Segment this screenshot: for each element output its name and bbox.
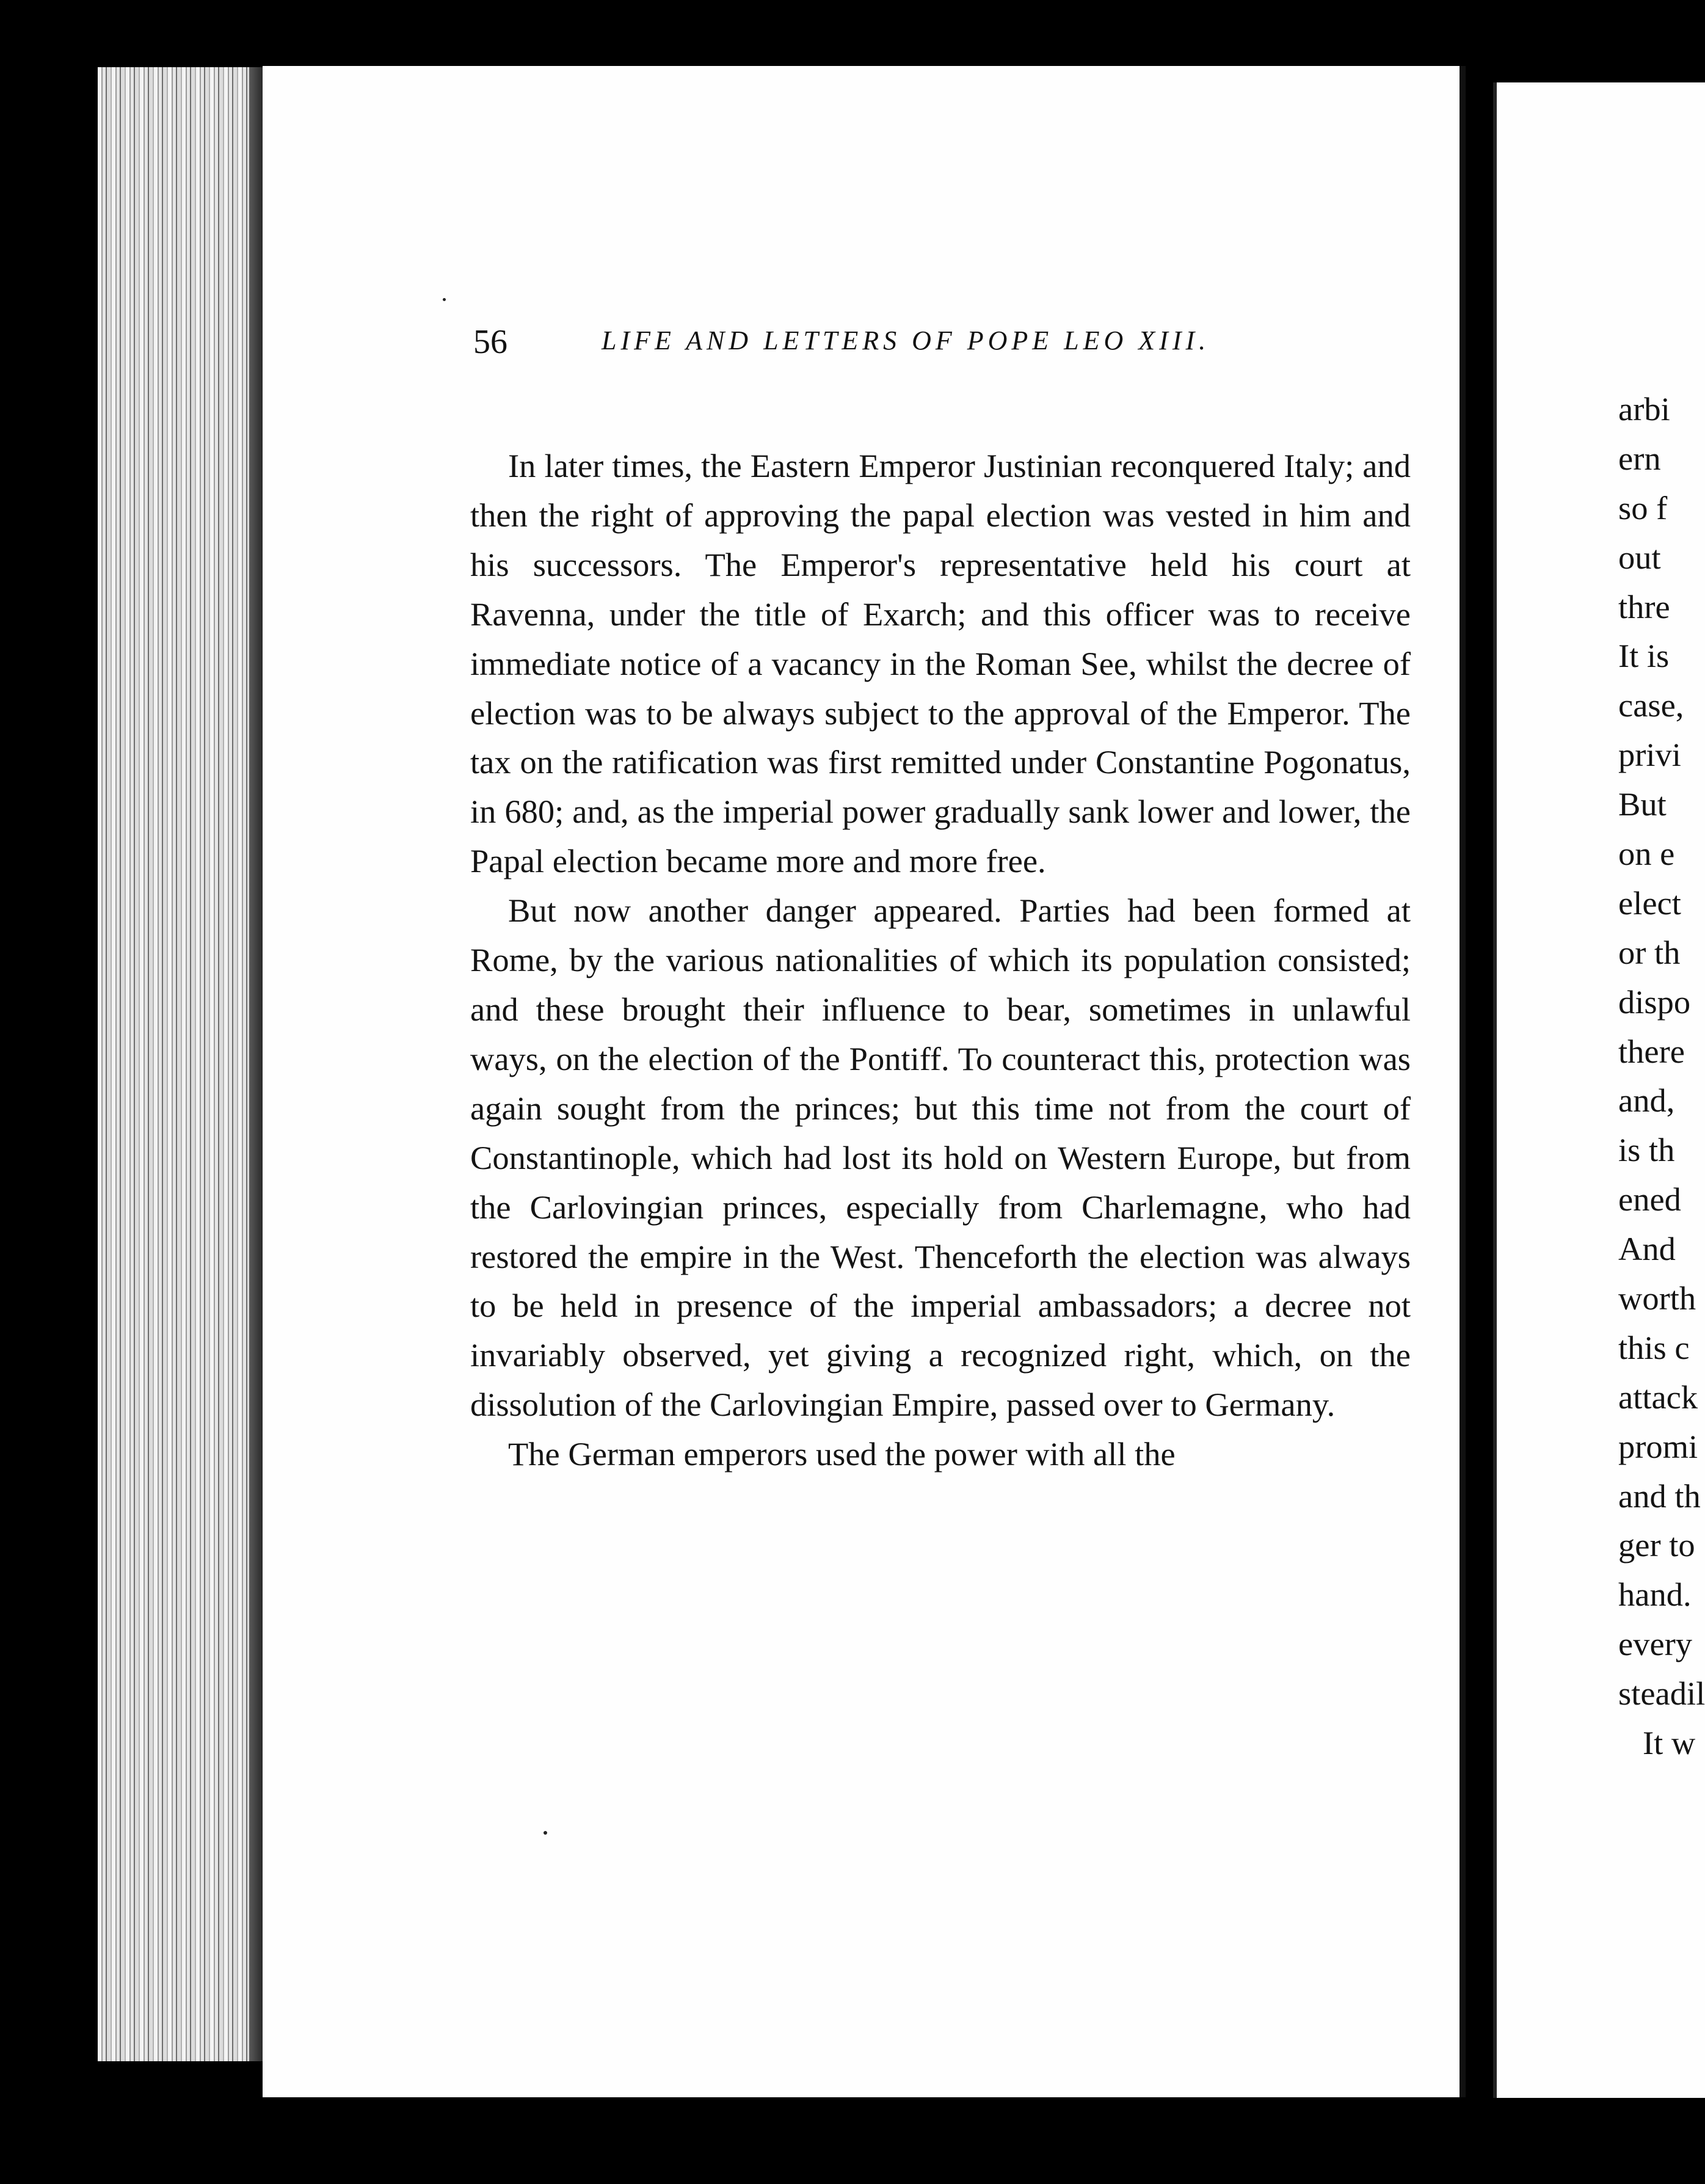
right-line: out — [1618, 538, 1661, 576]
running-title: LIFE AND LETTERS OF POPE LEO XIII. — [602, 326, 1210, 355]
right-line: It is — [1618, 637, 1670, 675]
right-line: or th — [1618, 933, 1681, 971]
right-line: worth — [1618, 1279, 1696, 1317]
right-line: ger to — [1618, 1526, 1695, 1564]
ink-speck — [443, 298, 446, 301]
right-line: ened — [1618, 1181, 1681, 1218]
right-line: dispo — [1618, 983, 1691, 1021]
right-line: and, — [1618, 1082, 1675, 1119]
right-line: this c — [1618, 1328, 1690, 1366]
right-line: case, — [1618, 686, 1684, 724]
paragraph-3: The German emperors used the power with all the — [508, 1435, 1176, 1473]
ink-speck — [543, 1831, 547, 1835]
right-line: hand. — [1618, 1576, 1692, 1614]
right-line: And — [1618, 1230, 1676, 1268]
right-line: attack — [1618, 1378, 1698, 1416]
right-line: thre — [1618, 588, 1670, 625]
right-line: every — [1618, 1625, 1693, 1663]
left-page — [263, 66, 1466, 2097]
right-line: promi — [1618, 1427, 1698, 1465]
right-line: steadil — [1618, 1675, 1705, 1713]
right-line: is th — [1618, 1131, 1675, 1169]
right-line: ern — [1618, 439, 1661, 477]
right-line: But — [1618, 785, 1667, 823]
right-line: privi — [1618, 736, 1681, 774]
running-head — [473, 322, 1475, 371]
right-line: It w — [1643, 1724, 1696, 1762]
paragraph-1: In later times, the Eastern Emperor Justinian reconquered Italy; and then the right of approving the papal election was vested in him and his successors. The Emperor's representative held his court at Ravenna, under the title of Exarch; and this officer was to receive immediate notice of a vacancy in the Roman See, whilst the decree of election was to be always subject to the approval of the Emperor. The tax on the ratification was first remitted under Constantine Pogonatus, in 680; and, as the imperial power gradually sank lower and lower, the Papal election became more and more free. — [470, 447, 1411, 880]
paragraph-2: But now another danger appeared. Parties had been formed at Rome, by the various nationalities of which its population consisted; and these brought their influence to bear, sometimes in unlawful ways, on the election of the Pontiff. To counteract this, protection was again sought from the princes; but this time not from the court of Constantinople, which had lost its hold on Western Europe, but from the Carlovingian princes, especially from Charlemagne, who had restored the empire in the West. Thenceforth the election was always to be held in presence of the imperial ambassadors; a decree not invariably observed, yet giving a recognized right, which, on the dissolution of the Carlovingian Empire, passed over to Germany. — [470, 892, 1411, 1424]
right-line: arbi — [1618, 390, 1670, 428]
right-line: and th — [1618, 1477, 1701, 1515]
right-page-text — [1618, 385, 1705, 1768]
right-line: on e — [1618, 835, 1675, 873]
body-text — [470, 442, 1411, 1479]
page-edge-stack — [98, 67, 263, 2061]
right-line: there — [1618, 1032, 1685, 1070]
right-line: elect — [1618, 884, 1681, 922]
page-number: 56 — [473, 323, 507, 361]
right-line: so f — [1618, 489, 1668, 526]
